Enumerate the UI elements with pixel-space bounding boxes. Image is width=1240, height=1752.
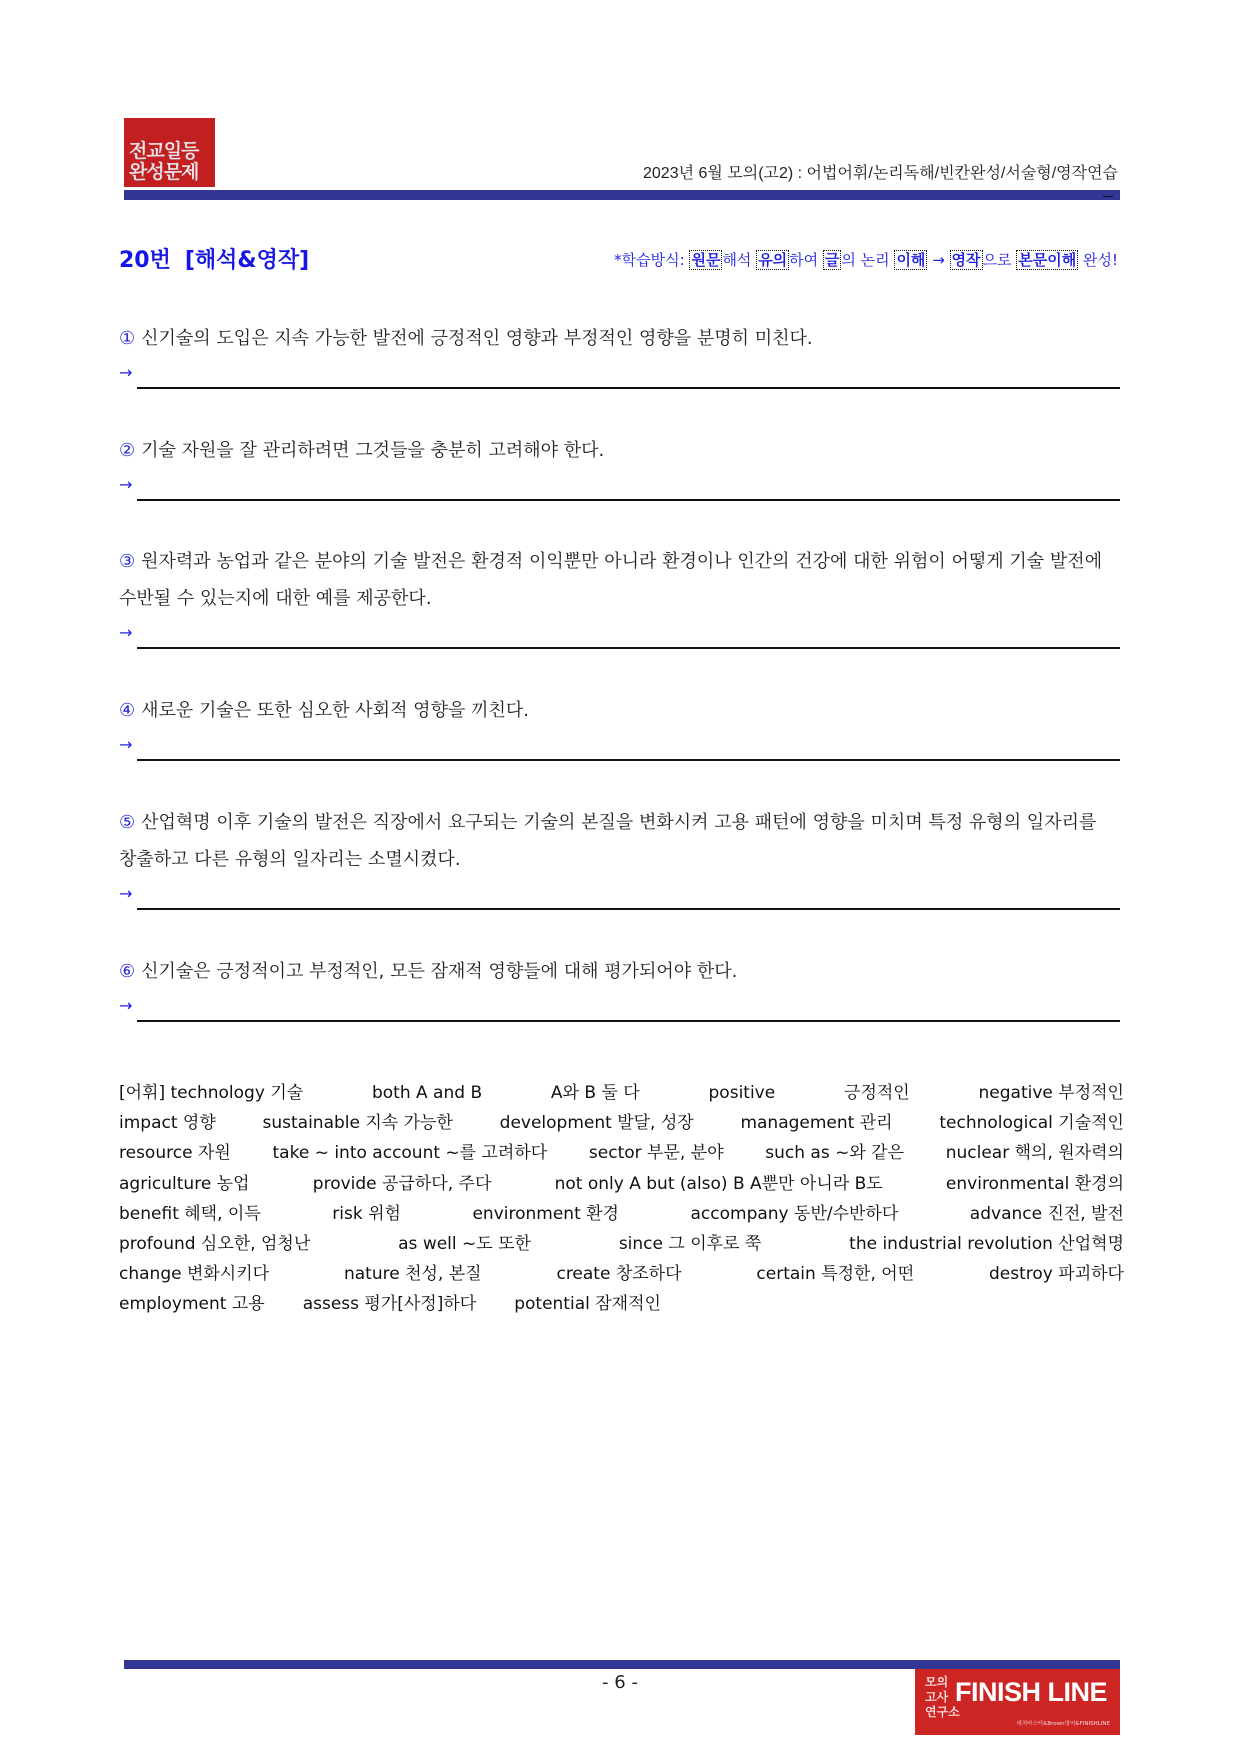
- answer-line[interactable]: [137, 477, 1120, 501]
- item-number: ④: [119, 700, 136, 721]
- brand-logo: [124, 118, 215, 187]
- study-method-note: [614, 249, 1118, 270]
- translation-item-2: [119, 432, 1120, 501]
- vocabulary-entry: advance 진전, 발전: [969, 1203, 1124, 1224]
- answer-line[interactable]: [137, 886, 1120, 910]
- arrow-icon: →: [119, 735, 133, 754]
- header-divider: [124, 190, 1120, 200]
- study-method-keyword: 이해: [896, 251, 926, 269]
- vocabulary-entry: environment 환경: [472, 1203, 619, 1224]
- vocabulary-entry: provide 공급하다, 주다: [312, 1173, 492, 1194]
- section-heading: [119, 243, 309, 274]
- vocabulary-entry: profound 심오한, 엄청난: [119, 1233, 311, 1254]
- vocabulary-entry: assess 평가[사정]하다: [302, 1294, 477, 1315]
- answer-line[interactable]: [137, 625, 1120, 649]
- study-method-text: 으로: [982, 251, 1017, 269]
- item-number: ③: [119, 551, 136, 572]
- vocabulary-entry: as well ~도 또한: [398, 1233, 531, 1254]
- item-number: ①: [119, 328, 136, 349]
- vocabulary-entry: 긍정적인: [844, 1083, 910, 1103]
- arrow-icon: →: [119, 623, 133, 642]
- vocabulary-entry: negative 부정적인: [978, 1083, 1124, 1103]
- logo-line-1: 전교일등: [129, 140, 199, 162]
- vocabulary-row: [119, 1199, 1124, 1229]
- question-number: 20번: [119, 248, 171, 273]
- vocabulary-entry: create 창조하다: [556, 1264, 682, 1285]
- vocabulary-entry: technological 기술적인: [939, 1113, 1124, 1134]
- vocabulary-entry: risk 위험: [332, 1203, 401, 1224]
- item-sentence: 산업혁명 이후 기술의 발전은 직장에서 요구되는 기술의 본질을 변화시켜 고용 패턴에 영향을 미치며 특정 유형의 일자리를 창출하고 다른 유형의 일자리는 소멸시켰다.: [119, 812, 1097, 870]
- study-method-keyword: 본문이해: [1018, 251, 1077, 269]
- footer-logo-subtext: 대치마스터&Brown영어&FINISHLINE: [1016, 1721, 1110, 1727]
- study-method-keyword: 원문: [691, 251, 721, 269]
- header-divider-tick: [1103, 196, 1113, 197]
- item-sentence: 신기술은 긍정적이고 부정적인, 모든 잠재적 영향들에 대해 평가되어야 한다.: [141, 961, 738, 982]
- study-method-text: →: [927, 251, 950, 269]
- vocabulary-entry: agriculture 농업: [119, 1173, 250, 1194]
- logo-line-2: 완성문제: [129, 161, 199, 183]
- study-method-text: 하여: [789, 251, 823, 269]
- vocabulary-entry: benefit 혜택, 이득: [119, 1203, 261, 1224]
- vocabulary-row: [119, 1169, 1124, 1199]
- answer-line[interactable]: [137, 365, 1120, 389]
- vocabulary-entry: not only A but (also) B A뿐만 아니라 B도: [554, 1173, 883, 1194]
- translation-item-4: [119, 692, 1120, 761]
- vocabulary-row: [119, 1108, 1124, 1138]
- translation-item-6: [119, 953, 1120, 1022]
- item-number: ⑤: [119, 812, 136, 833]
- footer-logo-korean: 모의 고사 연구소: [925, 1675, 960, 1719]
- item-number: ⑥: [119, 961, 136, 982]
- vocabulary-entry: change 변화시키다: [119, 1264, 270, 1285]
- translation-item-5: [119, 804, 1120, 910]
- vocabulary-entry: development 발달, 성장: [499, 1113, 694, 1134]
- vocabulary-row: [119, 1229, 1124, 1259]
- footer-logo-text: FINISH LINE: [955, 1677, 1108, 1707]
- vocabulary-entry: A와 B 둘 다: [550, 1083, 640, 1103]
- vocabulary-entry: [어휘] technology 기술: [119, 1083, 304, 1103]
- footer-logo: [915, 1669, 1120, 1735]
- item-number: ②: [119, 440, 136, 461]
- arrow-icon: →: [119, 475, 133, 494]
- arrow-icon: →: [119, 363, 133, 382]
- answer-line[interactable]: [137, 998, 1120, 1022]
- study-method-keyword: 글: [824, 251, 840, 269]
- vocabulary-entry: accompany 동반/수반하다: [690, 1203, 899, 1224]
- item-sentence: 새로운 기술은 또한 심오한 사회적 영향을 끼친다.: [141, 700, 529, 721]
- study-method-text: 의 논리: [841, 251, 895, 269]
- vocabulary-entry: both A and B: [371, 1083, 483, 1103]
- study-method-keyword: 유의: [758, 251, 788, 269]
- item-sentence: 원자력과 농업과 같은 분야의 기술 발전은 환경적 이익뿐만 아니라 환경이나 인간의 건강에 대한 위험이 어떻게 기술 발전에 수반될 수 있는지에 대한 예를 제공한다.: [119, 551, 1103, 609]
- vocabulary-entry: positive: [708, 1083, 776, 1103]
- item-sentence: 기술 자원을 잘 관리하려면 그것들을 충분히 고려해야 한다.: [141, 440, 605, 461]
- vocabulary-entry: sector 부문, 분야: [588, 1143, 724, 1164]
- study-method-prefix: *학습방식:: [614, 251, 690, 269]
- vocabulary-entry: impact 영향: [119, 1113, 216, 1134]
- item-sentence: 신기술의 도입은 지속 가능한 발전에 긍정적인 영향과 부정적인 영향을 분명히 미친다.: [141, 328, 813, 349]
- study-method-text: 완성!: [1078, 251, 1118, 269]
- vocabulary-entry: destroy 파괴하다: [989, 1264, 1124, 1285]
- vocabulary-row: [119, 1259, 1124, 1289]
- section-title: [해석&영작]: [184, 248, 310, 273]
- header-title: 2023년 6월 모의(고2) : 어법어휘/논리독해/빈칸완성/서술형/영작연습: [643, 165, 1118, 182]
- vocabulary-entry: sustainable 지속 가능한: [262, 1113, 453, 1134]
- study-method-text: 해석: [722, 251, 757, 269]
- translation-item-1: [119, 320, 1120, 389]
- vocabulary-entry: nature 천성, 본질: [343, 1264, 482, 1285]
- footer-divider: [124, 1660, 1120, 1669]
- vocabulary-entry: since 그 이후로 쭉: [618, 1233, 762, 1254]
- vocabulary-row: [119, 1078, 1124, 1108]
- vocabulary-entry: resource 자원: [119, 1143, 231, 1164]
- answer-line[interactable]: [137, 737, 1120, 761]
- vocabulary-entry: employment 고용: [119, 1294, 265, 1315]
- vocabulary-list: [119, 1078, 1124, 1320]
- vocabulary-entry: certain 특정한, 어떤: [756, 1264, 915, 1285]
- study-method-keyword: 영작: [951, 251, 981, 269]
- vocabulary-entry: take ~ into account ~를 고려하다: [272, 1143, 548, 1164]
- arrow-icon: →: [119, 884, 133, 903]
- vocabulary-entry: nuclear 핵의, 원자력의: [945, 1143, 1124, 1164]
- vocabulary-entry: the industrial revolution 산업혁명: [849, 1233, 1124, 1254]
- vocabulary-entry: management 관리: [740, 1113, 893, 1134]
- vocabulary-entry: environmental 환경의: [945, 1173, 1124, 1194]
- translation-item-3: [119, 543, 1120, 649]
- vocabulary-entry: potential 잠재적인: [514, 1294, 661, 1315]
- vocabulary-row: [119, 1138, 1124, 1168]
- vocabulary-row: [119, 1289, 1124, 1319]
- page-number: - 6 -: [602, 1672, 638, 1693]
- vocabulary-entry: such as ~와 같은: [765, 1143, 905, 1164]
- arrow-icon: →: [119, 996, 133, 1015]
